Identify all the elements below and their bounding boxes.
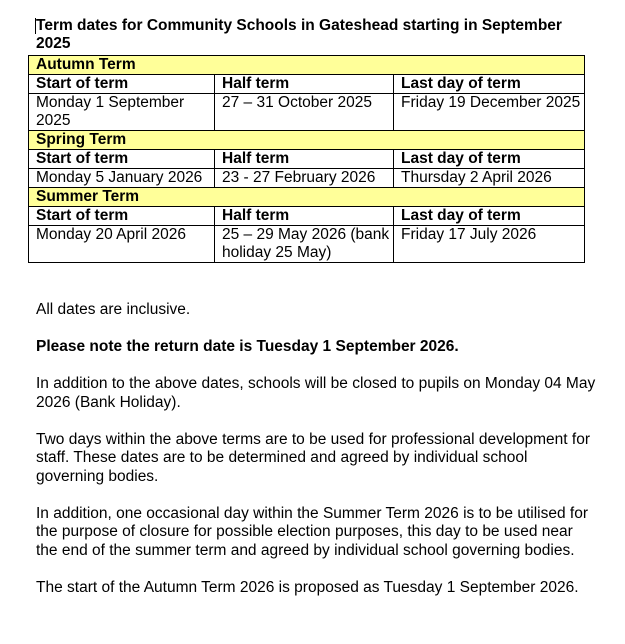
column-header-start: Start of term <box>29 150 215 169</box>
term-name-autumn: Autumn Term <box>29 56 585 75</box>
column-header-row <box>29 150 585 169</box>
cell-start-of-term: Monday 5 January 2026 <box>29 169 215 188</box>
column-header-last-day: Last day of term <box>394 150 585 169</box>
note-next-autumn: The start of the Autumn Term 2026 is proposed as Tuesday 1 September 2026. <box>36 578 579 596</box>
column-header-row <box>29 75 585 94</box>
term-header-row <box>29 56 585 75</box>
column-header-row <box>29 207 585 226</box>
column-header-last-day: Last day of term <box>394 207 585 226</box>
cell-last-day: Friday 19 December 2025 <box>394 94 585 131</box>
note-inclusive: All dates are inclusive. <box>36 301 191 318</box>
term-header-row <box>29 131 585 150</box>
cell-half-term: 23 - 27 February 2026 <box>215 169 394 188</box>
term-dates-table <box>28 55 585 263</box>
term-name-summer: Summer Term <box>29 188 585 207</box>
cell-start-of-term: Monday 1 September 2025 <box>29 94 215 131</box>
notes-section <box>36 301 596 616</box>
note-professional-development: Two days within the above terms are to be used for professional development for staff. These dates are to be determined and agreed by individual school governing bodies. <box>36 430 590 485</box>
table-row <box>29 94 585 131</box>
table-row <box>29 169 585 188</box>
page-title: Term dates for Community Schools in Gateshead starting in September 2025 <box>36 17 562 52</box>
note-return-date: Please note the return date is Tuesday 1 September 2026. <box>36 338 459 355</box>
note-occasional-day: In addition, one occasional day within the Summer Term 2026 is to be utilised for the purpose of closure for possible election purposes, this day to be used near the end of the summer term and agreed by individual school governing bodies. <box>36 504 588 559</box>
column-header-start: Start of term <box>29 75 215 94</box>
cell-last-day: Thursday 2 April 2026 <box>394 169 585 188</box>
note-bank-holiday: In addition to the above dates, schools will be closed to pupils on Monday 04 May 2026 (Bank Holiday). <box>36 375 596 411</box>
cell-half-term: 25 – 29 May 2026 (bank holiday 25 May) <box>215 226 394 263</box>
table-row <box>29 226 585 263</box>
column-header-half-term: Half term <box>215 150 394 169</box>
column-header-start: Start of term <box>29 207 215 226</box>
term-header-row <box>29 188 585 207</box>
column-header-last-day: Last day of term <box>394 75 585 94</box>
cell-start-of-term: Monday 20 April 2026 <box>29 226 215 263</box>
column-header-half-term: Half term <box>215 207 394 226</box>
term-name-spring: Spring Term <box>29 131 585 150</box>
column-header-half-term: Half term <box>215 75 394 94</box>
cell-last-day: Friday 17 July 2026 <box>394 226 585 263</box>
cell-half-term: 27 – 31 October 2025 <box>215 94 394 131</box>
